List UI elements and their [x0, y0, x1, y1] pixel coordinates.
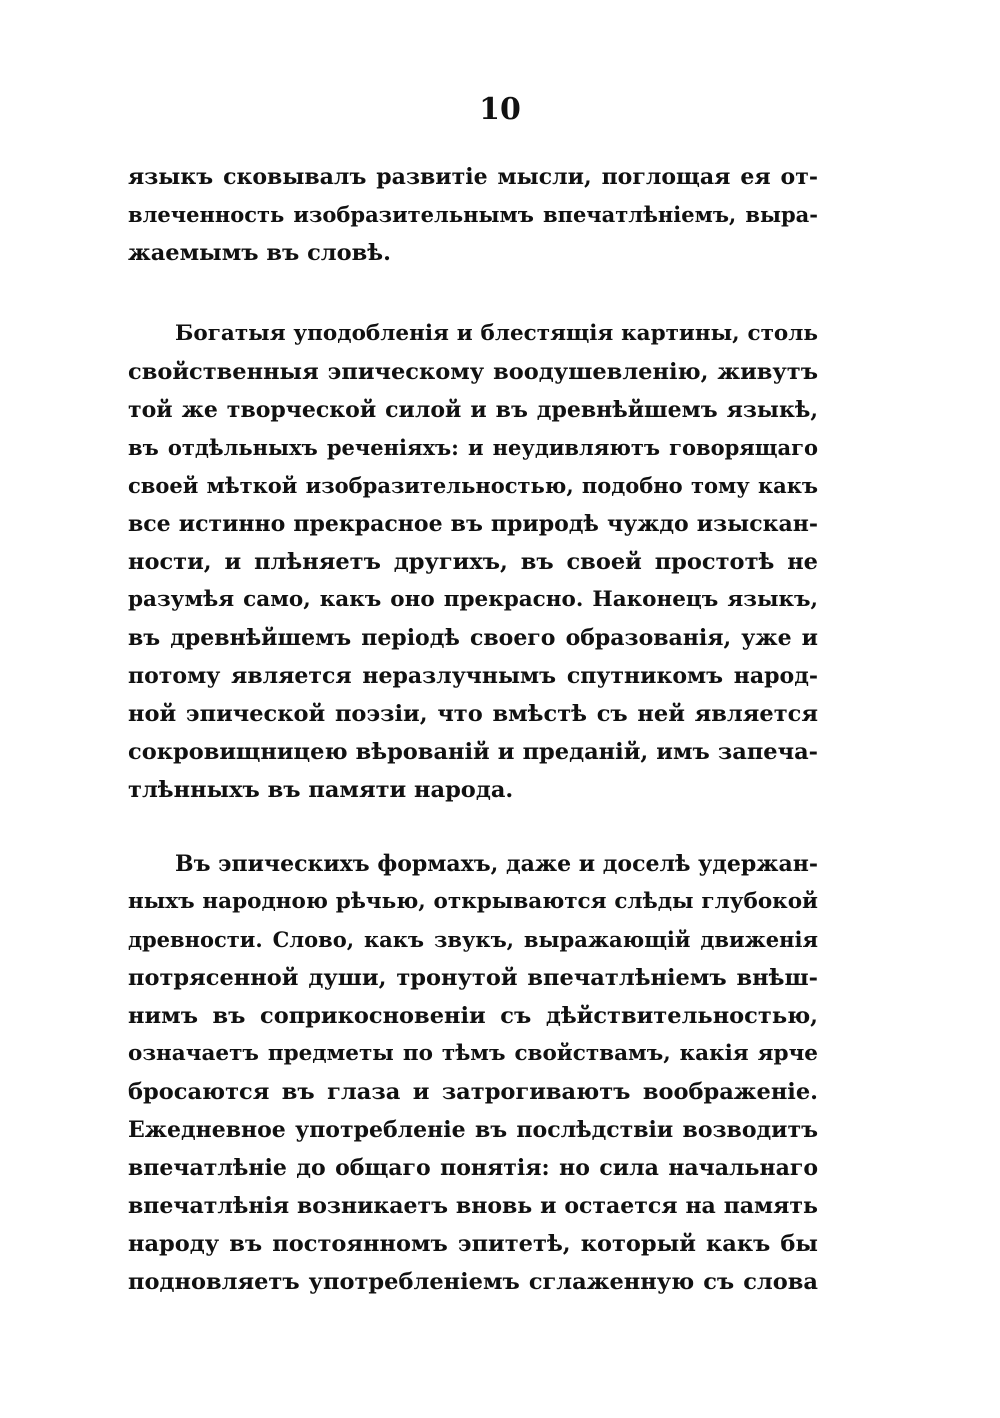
text-line: въ отдѣльныхъ реченіяхъ: и неудивляютъ говорящаго — [128, 435, 818, 460]
text-line: древности. Слово, какъ звукъ, выражающій движенія — [128, 927, 818, 952]
text-line: ности, и плѣняетъ другихъ, въ своей простотѣ не — [128, 549, 818, 575]
paragraph-imagery — [128, 315, 818, 809]
text-line: Въ эпическихъ формахъ, даже и доселѣ удержан- — [175, 851, 818, 877]
text-line: бросаются въ глаза и затрогиваютъ воображеніе. — [128, 1079, 818, 1105]
text-line: впечатлѣніе до общаго понятія: но сила начальнаго — [128, 1155, 818, 1181]
text-line: Ежедневное употребленіе въ послѣдствіи возводитъ — [128, 1117, 818, 1143]
text-line: означаетъ предметы по тѣмъ свойствамъ, какія ярче — [128, 1041, 818, 1066]
text-line: нимъ въ соприкосновеніи съ дѣйствительностью, — [128, 1003, 818, 1029]
page-number: 10 — [479, 92, 521, 127]
paragraph-continuation — [128, 158, 818, 272]
text-line: свойственныя эпическому воодушевленію, живутъ — [128, 359, 818, 385]
text-line: сокровищницею вѣрованій и преданій, имъ запеча- — [128, 739, 818, 765]
text-line: Богатыя уподобленія и блестящія картины, столь — [175, 321, 818, 346]
text-line: той же творческой силой и въ древнѣйшемъ языкѣ, — [128, 397, 818, 423]
text-line: народу въ постоянномъ эпитетѣ, который какъ бы — [128, 1231, 818, 1257]
text-line: впечатлѣнія возникаетъ вновь и остается на память — [128, 1193, 818, 1219]
text-line: жаемымъ въ словѣ. — [128, 240, 391, 266]
text-line: разумѣя само, какъ оно прекрасно. Наконецъ языкъ, — [128, 587, 818, 612]
text-line: въ древнѣйшемъ періодѣ своего образованія, уже и — [128, 625, 818, 651]
text-line: ныхъ народною рѣчью, открываются слѣды глубокой — [128, 889, 818, 914]
text-line: подновляетъ употребленіемъ сглаженную съ слова — [128, 1269, 818, 1295]
text-line: влеченность изобразительнымъ впечатлѣніемъ, выра- — [128, 202, 818, 227]
text-line: все истинно прекрасное въ природѣ чуждо изыскан- — [128, 511, 818, 537]
text-line: своей мѣткой изобразительностью, подобно тому какъ — [128, 473, 818, 498]
paragraph-epic-forms — [128, 845, 818, 1301]
text-line: тлѣнныхъ въ памяти народа. — [128, 777, 514, 803]
text-line: потому является неразлучнымъ спутникомъ народ- — [128, 663, 818, 689]
text-line: ной эпической поэзіи, что вмѣстѣ съ ней является — [128, 701, 818, 727]
text-line: языкъ сковывалъ развитіе мысли, поглощая ея от- — [128, 164, 818, 190]
text-line: потрясенной души, тронутой впечатлѣніемъ внѣш- — [128, 965, 818, 991]
